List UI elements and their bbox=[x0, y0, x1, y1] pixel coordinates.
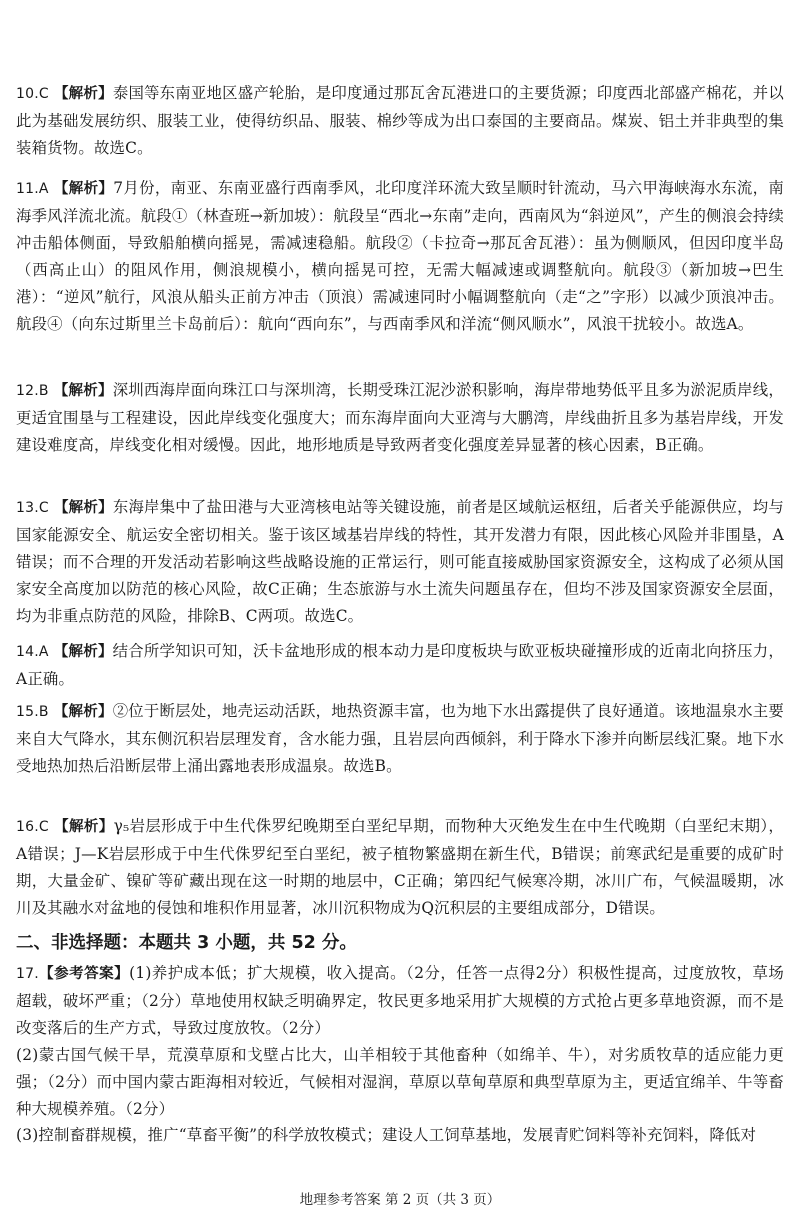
item-text: 7月份，南亚、东南亚盛行西南季风，北印度洋环流大致呈顺时针流动，马六甲海峡海水东流，南海季风洋流北流。航段①（林查班→新加坡）：航段呈“西北→东南”走向，西南风为“斜逆风”，产生的侧浪会持续冲击船体侧面，导致船舶横向摇晃，需减速稳船。航段②（卡拉奇→那瓦舍瓦港）：虽为侧顺风，但因印度半岛（西高止山）的阻风作用，侧浪规模小，横向摇晃可控，无需大幅减速或调整航向。航段③（新加坡→巴生港）：“逆风”航行，风浪从船头正前方冲击（顶浪）需减速同时小幅调整航向（走“之”字形）以减少顶浪冲击。航段④（向东过斯里兰卡岛前后）：航向“西向东”，与西南季风和洋流“侧风顺水”，风浪干扰较小。故选A。 bbox=[16, 179, 784, 333]
item-number: 13.C bbox=[16, 500, 49, 516]
item-text: 泰国等东南亚地区盛产轮胎，是印度通过那瓦舍瓦港进口的主要货源；印度西北部盛产棉花，并以此为基础发展纺织、服装工业，使得纺织品、服装、棉纱等成为出口泰国的主要商品。煤炭、铝土并非典型的集装箱货物。故选C。 bbox=[16, 84, 784, 157]
answer-item-16 bbox=[16, 813, 784, 922]
item-number: 10.C bbox=[16, 86, 49, 102]
answer-item-15 bbox=[16, 698, 784, 780]
answer-item-14 bbox=[16, 638, 784, 693]
item-number: 11.A bbox=[16, 181, 49, 197]
analysis-tag: 【解析】 bbox=[53, 704, 113, 720]
item-text: γ₅岩层形成于中生代侏罗纪晚期至白垩纪早期，而物种大灭绝发生在中生代晚期（白垩纪末期），A错误；J—K岩层形成于中生代侏罗纪至白垩纪，被子植物繁盛期在新生代，B错误；前寒武纪是重要的成矿时期，大量金矿、镍矿等矿藏出现在这一时期的地层中，C正确；第四纪气候寒冷期，冰川广布，气候温暖期，冰川及其融水对盆地的侵蚀和堆积作用显著，冰川沉积物成为Q沉积层的主要组成部分，D错误。 bbox=[16, 817, 784, 917]
item-text: ②位于断层处，地壳运动活跃，地热资源丰富，也为地下水出露提供了良好通道。该地温泉水主要来自大气降水，其东侧沉积岩层理发育，含水能力强，且岩层向西倾斜，利于降水下渗并向断层线汇聚。地下水受地热加热后沿断层带上涌出露地表形成温泉。故选B。 bbox=[16, 702, 784, 775]
analysis-tag: 【解析】 bbox=[53, 181, 114, 197]
analysis-tag: 【解析】 bbox=[53, 644, 113, 660]
section-heading: 二、非选择题：本题共 3 小题，共 52 分。 bbox=[16, 933, 357, 953]
item-text: 深圳西海岸面向珠江口与深圳湾，长期受珠江泥沙淤积影响，海岸带地势低平且多为淤泥质岸线，更适宜围垦与工程建设，因此岸线变化强度大；而东海岸面向大亚湾与大鹏湾，岸线曲折且多为基岩岸线，开发建设难度高，岸线变化相对缓慢。因此，地形地质是导致两者变化强度差异显著的核心因素，B正确。 bbox=[16, 381, 784, 454]
answer-item-13 bbox=[16, 494, 784, 630]
analysis-tag: 【解析】 bbox=[53, 500, 113, 516]
item-number: 15.B bbox=[16, 704, 49, 720]
reference-answer-tag: 【参考答案】 bbox=[38, 966, 130, 982]
answer-item-12 bbox=[16, 377, 784, 459]
analysis-tag: 【解析】 bbox=[53, 86, 113, 102]
answer-item-10 bbox=[16, 80, 784, 162]
answer-17-part-1 bbox=[16, 960, 784, 1042]
analysis-tag: 【解析】 bbox=[54, 819, 114, 835]
page-footer: 地理参考答案 第 2 页（共 3 页） bbox=[299, 1192, 501, 1208]
item-number: 16.C bbox=[16, 819, 49, 835]
answer-17-p3: (3)控制畜群规模，推广“草畜平衡”的科学放牧模式；建设人工饲草基地，发展青贮饲料等补充饲料，降低对 bbox=[16, 1126, 757, 1145]
answer-17-p1: (1)养护成本低；扩大规模，收入提高。（2分，任答一点得2分）积极性提高，过度放牧，草场超载，破坏严重；（2分）草地使用权缺乏明确界定，牧民更多地采用扩大规模的方式抢占更多草地资源，而不是改变落后的生产方式，导致过度放牧。（2分） bbox=[16, 964, 784, 1037]
item-text: 东海岸集中了盐田港与大亚湾核电站等关键设施，前者是区域航运枢纽，后者关乎能源供应，均与国家能源安全、航运安全密切相关。鉴于该区域基岩岸线的特性，其开发潜力有限，因此核心风险并非围垦，A错误；而不合理的开发活动若影响这些战略设施的正常运行，则可能直接威胁国家资源安全，这构成了必须从国家安全高度加以防范的核心风险，故C正确；生态旅游与水土流失问题虽存在，但均不涉及国家资源安全层面，均为非重点防范的风险，排除B、C两项。故选C。 bbox=[16, 498, 784, 625]
item-number: 17. bbox=[16, 966, 39, 982]
analysis-tag: 【解析】 bbox=[53, 383, 113, 399]
item-number: 12.B bbox=[16, 383, 49, 399]
item-text: 结合所学知识可知，沃卡盆地形成的根本动力是印度板块与欧亚板块碰撞形成的近南北向挤压力，A正确。 bbox=[16, 642, 784, 688]
answer-item-17 bbox=[16, 960, 784, 1149]
answer-item-11 bbox=[16, 175, 784, 337]
item-number: 14.A bbox=[16, 644, 49, 660]
answer-17-p2: (2)蒙古国气候干旱，荒漠草原和戈壁占比大，山羊相较于其他畜种（如绵羊、牛），对劣质牧草的适应能力更强；（2分）而中国内蒙古距海相对较近，气候相对湿润，草原以草甸草原和典型草原为主，更适宜绵羊、牛等畜种大规模养殖。（2分） bbox=[16, 1045, 784, 1118]
